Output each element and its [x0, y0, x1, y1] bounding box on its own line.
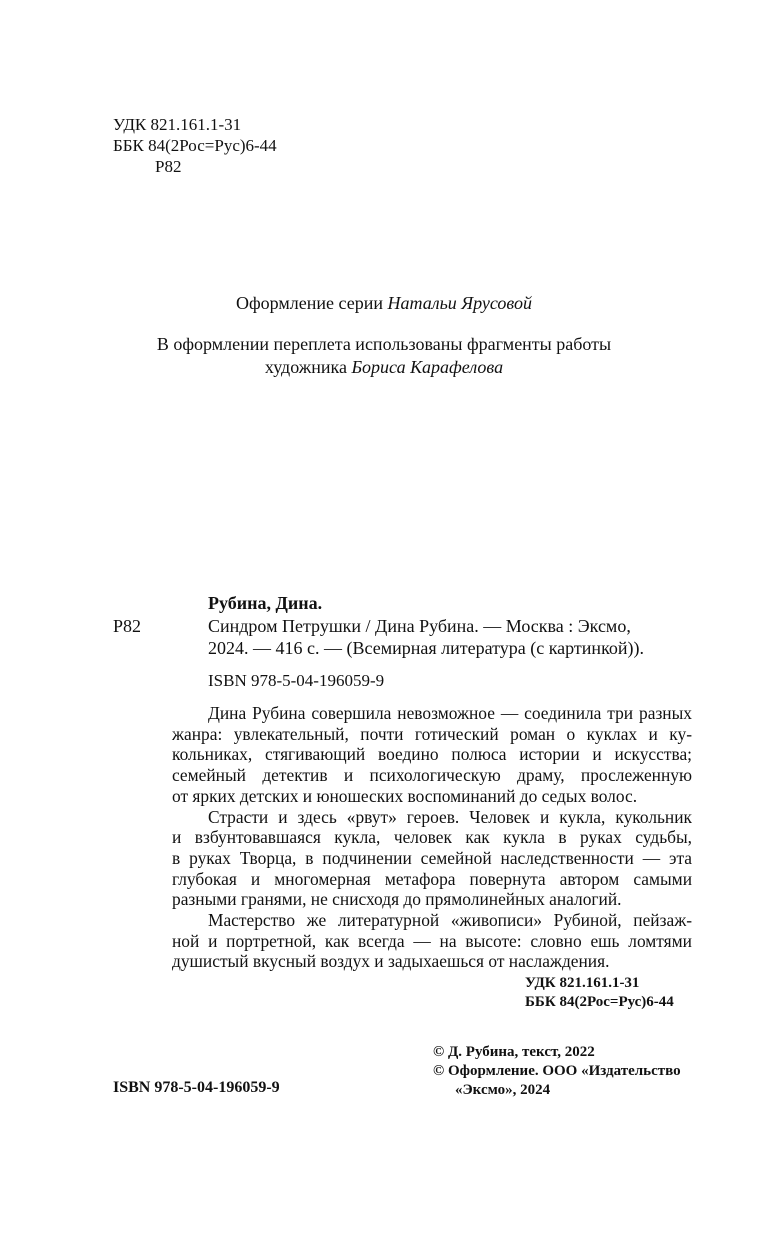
cover-credit-line2	[0, 356, 768, 379]
annotation-line: семейный детектив и психологическую драму, прослеженную	[172, 765, 692, 786]
copyright-design-line1: © Оформление. ООО «Издательство	[433, 1063, 681, 1079]
copyright-design-line2: «Эксмо», 2024	[455, 1082, 551, 1098]
annotation-line: в руках Творца, в подчинении семейной наследственности — эта	[172, 847, 692, 868]
catalog-code: Р82	[113, 616, 142, 636]
annotation-line: и взбунтовавшаяся кукла, человек как кукла в руках судьбы,	[172, 827, 692, 848]
annotation-line: Дина Рубина совершила невозможное — соединила три разных	[208, 703, 692, 723]
copyright-text: © Д. Рубина, текст, 2022	[433, 1044, 595, 1060]
annotation-line: разными гранями, не снисходя до прямолинейных аналогий.	[172, 889, 622, 910]
copyright-block	[433, 1043, 681, 1100]
cover-artist-name: Бориса Карафелова	[351, 357, 504, 377]
series-designer-name: Натальи Ярусовой	[387, 293, 532, 313]
footer-udk: УДК 821.161.1-31	[525, 975, 640, 991]
footer-classification	[525, 974, 674, 1012]
footer-isbn: ISBN 978-5-04-196059-9	[113, 1079, 280, 1096]
udk-code: УДК 821.161.1-31	[113, 115, 242, 134]
annotation-line: глубокая и многомерная метафора повернута автором самыми	[172, 868, 692, 889]
catalog-isbn: ISBN 978-5-04-196059-9	[208, 671, 385, 690]
bib-line-2: 2024. — 416 с. — (Всемирная литература (с картинкой)).	[208, 638, 645, 658]
annotation-line: от ярких детских и юношеских воспоминаний до седых волос.	[172, 785, 638, 806]
annotation-line: кольниках, стягивающий воедино полюса истории и искусства;	[172, 744, 692, 765]
annotation-line: душистый вкусный воздух и задыхаешься от наслаждения.	[172, 951, 610, 972]
classification-block	[113, 114, 277, 177]
bibliographic-description	[208, 615, 692, 659]
series-design-credit	[0, 292, 768, 315]
series-design-prefix: Оформление серии	[236, 293, 383, 313]
annotation-line: ной и портретной, как всегда — на высоте: словно ешь ломтями	[172, 930, 692, 951]
annotation-line: жанра: увлекательный, почти готический роман о куклах и ку-	[172, 723, 692, 744]
catalog-author: Рубина, Дина.	[208, 593, 323, 613]
bbk-code: ББК 84(2Рос=Рус)6-44	[113, 136, 277, 155]
annotation	[172, 703, 692, 972]
annotation-line: Мастерство же литературной «живописи» Рубиной, пейзаж-	[208, 910, 692, 931]
author-code: Р82	[155, 157, 182, 176]
footer-bbk: ББК 84(2Рос=Рус)6-44	[525, 994, 674, 1010]
cover-credit	[0, 333, 768, 379]
cover-credit-line1: В оформлении переплета использованы фрагменты работы	[156, 334, 612, 354]
annotation-line: Страсти и здесь «рвут» героев. Человек и кукла, кукольник	[208, 806, 692, 827]
cover-credit-prefix: художника	[264, 357, 347, 377]
bib-line-1: Синдром Петрушки / Дина Рубина. — Москва : Эксмо,	[208, 616, 631, 636]
